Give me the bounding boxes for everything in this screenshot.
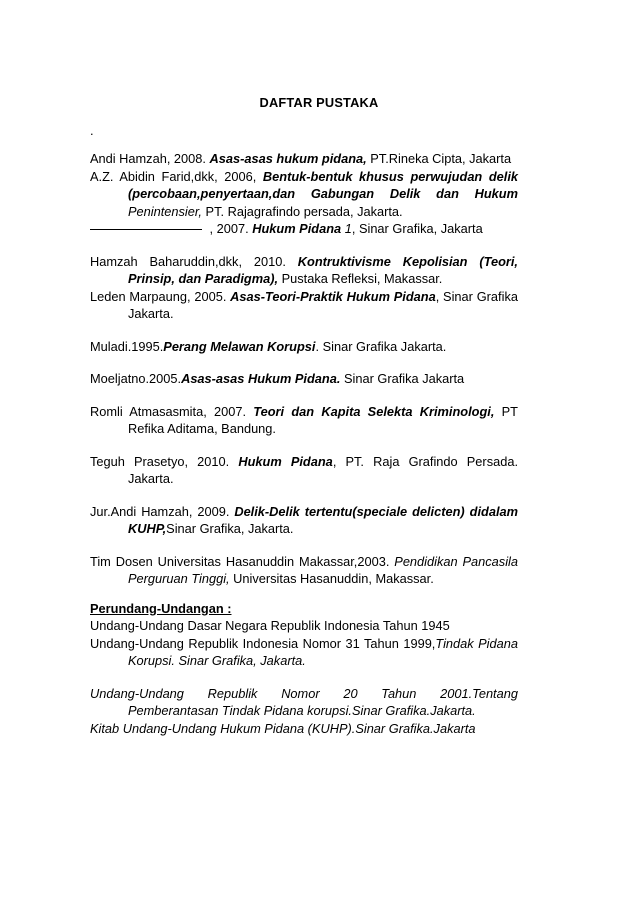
bibliography [90, 150, 518, 737]
reference-author: Romli Atmasasmita, 2007. [90, 403, 254, 419]
section-heading: Perundang-Undangan : [90, 600, 232, 616]
law-subject: Tindak Pidana Korupsi. Sinar Grafika, Jakarta. [128, 635, 518, 668]
reference-publisher: Sinar Grafika Jakarta [340, 371, 465, 386]
reference-title: Pendidikan Pancasila Perguruan Tinggi, [128, 553, 518, 586]
reference-title: Perang Melawan Korupsi [163, 338, 316, 354]
reference-year: , 2007. [206, 221, 253, 236]
law-word: Nomor [281, 685, 320, 701]
reference-entry [90, 453, 518, 488]
law-word: 20 [343, 685, 358, 701]
law-entry: Kitab Undang-Undang Hukum Pidana (KUHP).Sinar Grafika.Jakarta [90, 720, 476, 736]
reference-author: Muladi.1995. [90, 338, 164, 354]
spacer [90, 388, 518, 403]
reference-title: Kontruktivisme Kepolisian (Teori, Prinsip, dan Paradigma), [128, 253, 518, 286]
reference-title: Asas-asas hukum pidana, [209, 151, 367, 166]
reference-entry [90, 288, 518, 323]
reference-publisher: . Sinar Grafika Jakarta. [315, 338, 447, 354]
reference-author: Hamzah Baharuddin,dkk, 2010. [90, 253, 298, 269]
reference-entry [90, 503, 518, 538]
reference-title: Asas-asas Hukum Pidana. [181, 371, 341, 386]
reference-entry [90, 150, 518, 168]
reference-author: A.Z. Abidin Farid,dkk, 2006, [90, 168, 263, 184]
law-word: Undang-Undang [90, 685, 184, 701]
reference-entry [90, 338, 518, 356]
reference-title-cont: Penintensier, [128, 203, 202, 219]
law-word: 2001.Tentang [440, 685, 518, 701]
law-word: Tahun [381, 685, 417, 701]
stray-dot: . [90, 123, 94, 138]
reference-publisher: PT Refika Aditama, Bandung. [128, 403, 519, 436]
reference-author: Moeljatno.2005. [90, 371, 182, 386]
reference-publisher: , PT. Raja Grafindo Persada. Jakarta. [128, 453, 518, 486]
law-word: Republik [207, 685, 258, 701]
reference-volume: 1 [344, 221, 352, 236]
spacer [90, 670, 518, 685]
spacer [90, 538, 518, 553]
reference-entry [90, 403, 518, 438]
reference-publisher: , Sinar Grafika, Jakarta [351, 221, 483, 236]
law-title: Undang-Undang Republik Indonesia Nomor 31 Tahun 1999, [90, 635, 436, 651]
reference-entry [90, 370, 518, 388]
reference-author: Jur.Andi Hamzah, 2009. [90, 503, 235, 519]
spacer [90, 238, 518, 253]
reference-entry [90, 553, 518, 588]
reference-publisher: PT.Rineka Cipta, Jakarta [366, 151, 512, 166]
reference-publisher: Pustaka Refleksi, Makassar. [278, 271, 443, 286]
law-title-line [90, 685, 518, 703]
law-entry [90, 685, 518, 720]
reference-publisher: Sinar Grafika, Jakarta. [166, 521, 294, 536]
law-entry: Undang-Undang Dasar Negara Republik Indonesia Tahun 1945 [90, 618, 450, 633]
author-repeat-line [90, 229, 202, 230]
reference-author: Leden Marpaung, 2005. [90, 288, 231, 304]
spacer [90, 323, 518, 338]
reference-entry [90, 253, 518, 288]
spacer [90, 355, 518, 370]
reference-title: Bentuk-bentuk khusus perwujudan delik (percobaan,penyertaan,dan Gabungan Delik dan Hukum [128, 168, 518, 201]
reference-entry [90, 220, 518, 238]
reference-publisher: Universitas Hasanuddin, Makassar. [229, 571, 434, 586]
law-entry [90, 635, 518, 670]
spacer [90, 488, 518, 503]
reference-title: Hukum Pidana [238, 453, 333, 469]
reference-publisher: PT. Rajagrafindo persada, Jakarta. [202, 203, 403, 219]
reference-author: Teguh Prasetyo, 2010. [90, 453, 239, 469]
spacer [90, 588, 518, 600]
spacer [90, 438, 518, 453]
reference-title: Asas-Teori-Praktik Hukum Pidana [230, 288, 436, 304]
reference-author: Tim Dosen Universitas Hasanuddin Makassar,2003. [90, 553, 395, 569]
reference-publisher: , Sinar Grafika Jakarta. [128, 288, 518, 321]
page-title: DAFTAR PUSTAKA [259, 95, 379, 110]
reference-title: Delik-Delik tertentu(speciale delicten) didalam KUHP, [128, 503, 518, 536]
reference-entry [90, 168, 518, 221]
reference-author: Andi Hamzah, 2008. [90, 151, 210, 166]
reference-title: Teori dan Kapita Selekta Kriminologi, [253, 403, 495, 419]
reference-title: Hukum Pidana [252, 221, 345, 236]
law-subject: Pemberantasan Tindak Pidana korupsi.Sinar Grafika.Jakarta. [128, 703, 476, 718]
